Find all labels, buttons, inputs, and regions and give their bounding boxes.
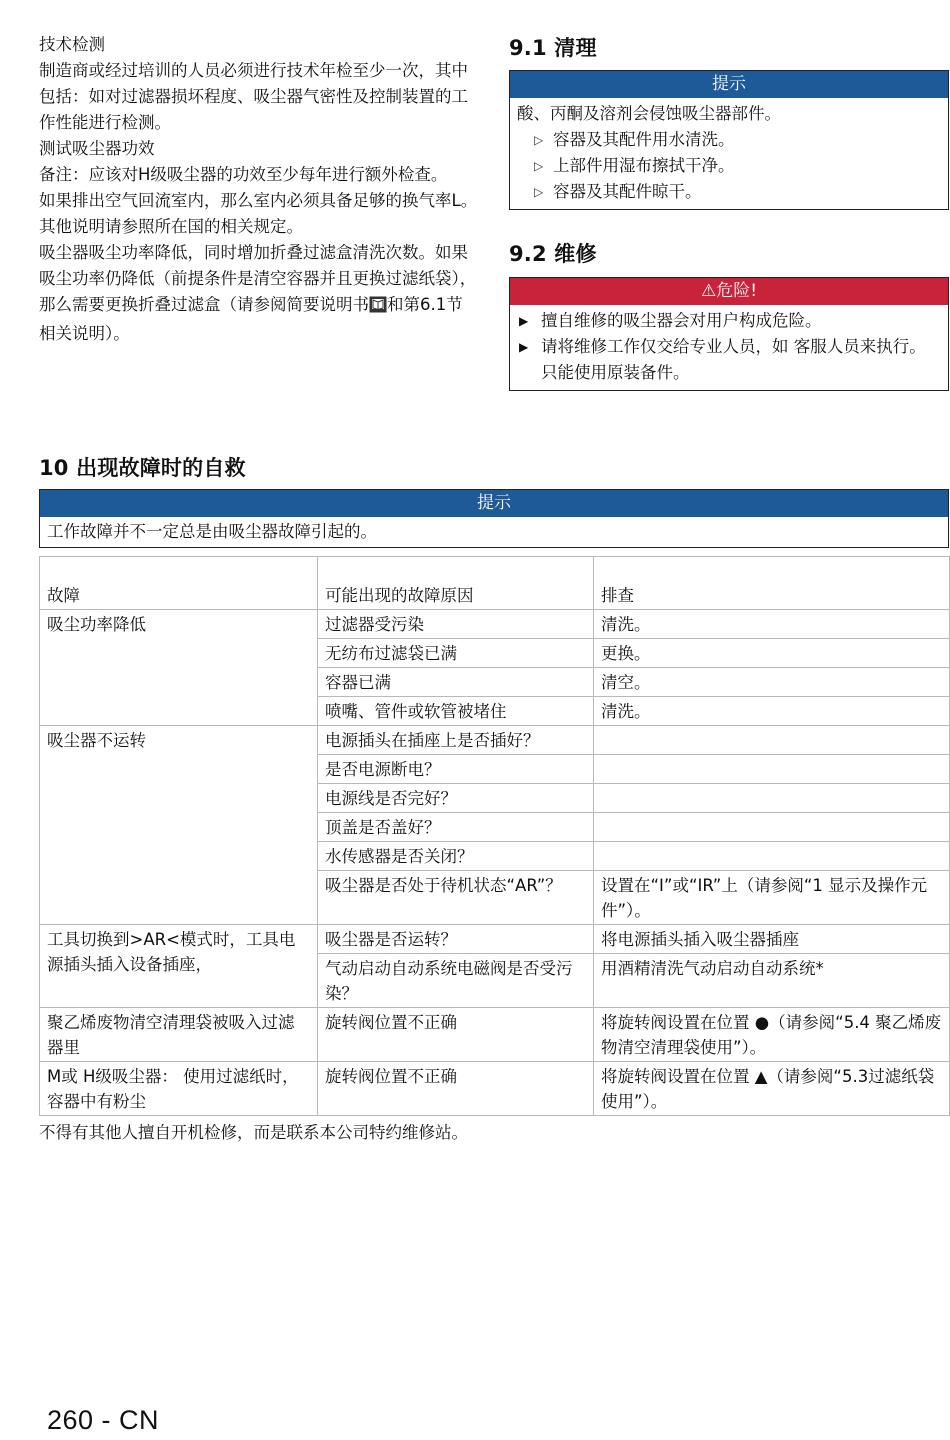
cause-cell: 过滤器受污染 [318,610,594,639]
fault-cell: 工具切换到>AR<模式时，工具电源插头插入设备插座， [40,925,318,1008]
list-item-text: 容器及其配件用水清洗。 [553,130,735,149]
remedy-cell: 将电源插头插入吸尘器插座 [594,925,950,954]
footer-note: 不得有其他人擅自开机检修，而是联系本公司特约维修站。 [39,1123,468,1142]
section-9-1-title: 9.1 清理 [509,36,597,60]
table-row [40,1008,950,1062]
paragraph-technical-inspection-title: 技术检测 [39,35,105,54]
remedy-cell: 将旋转阀设置在位置 ▲（请参阅“5.3过滤纸袋使用”）。 [594,1062,950,1116]
page-number: 260 - CN [47,1405,160,1435]
troubleshoot-note-box [39,489,949,548]
cause-cell: 水传感器是否关闭？ [318,842,594,871]
remedy-cell: 清洗。 [594,610,950,639]
cause-cell: 容器已满 [318,668,594,697]
cause-cell: 电源插头在插座上是否插好？ [318,726,594,755]
remedy-cell [594,726,950,755]
left-column-text [39,32,479,347]
remedy-cell: 将旋转阀设置在位置 ●（请参阅“5.4 聚乙烯废物清空清理袋使用”）。 [594,1008,950,1062]
filter-replacement-text: 吸尘器吸尘功率降低，同时增加折叠过滤盒清洗次数。如果吸尘功率仍降低（前提条件是清空容器并且更换过滤纸袋），那么需要更换折叠过滤盒（请参阅简要说明书 [39,243,477,314]
cause-cell: 电源线是否完好？ [318,784,594,813]
remedy-cell: 用酒精清洗气动启动自动系统* [594,954,950,1008]
cleaning-note-list [517,127,941,205]
section-9-2-title: 9.2 维修 [509,242,597,266]
repair-danger-body [510,305,948,390]
cleaning-note-box [509,70,949,210]
section-10-title: 10 出现故障时的自救 [39,456,246,480]
troubleshoot-note-text: 工作故障并不一定总是由吸尘器故障引起的。 [47,522,377,541]
repair-danger-list [517,308,941,386]
paragraph-remark: 备注：应该对H级吸尘器的功效至少每年进行额外检查。 [39,165,448,184]
list-item-text: 擅自维修的吸尘器会对用户构成危险。 [541,311,822,330]
list-item [517,179,941,205]
table-row [40,610,950,639]
list-item-text: 容器及其配件晾干。 [553,182,702,201]
remedy-cell [594,813,950,842]
remedy-cell [594,842,950,871]
cause-cell: 顶盖是否盖好？ [318,813,594,842]
book-icon [369,295,387,321]
troubleshoot-note-header: 提示 [40,490,948,517]
list-item [517,308,941,334]
cause-cell: 喷嘴、管件或软管被堵住 [318,697,594,726]
table-row [40,1062,950,1116]
list-item [517,127,941,153]
cleaning-note-body [510,98,948,209]
filled-triangle-bullet-icon: ▶ [519,340,529,354]
repair-danger-header: ⚠危险! [510,278,948,305]
fault-cell: 吸尘功率降低 [40,610,318,726]
column-header-remedy: 排查 [594,557,950,610]
cleaning-note-header: 提示 [510,71,948,98]
cause-cell: 气动启动自动系统电磁阀是否受污染？ [318,954,594,1008]
cause-cell: 无纺布过滤袋已满 [318,639,594,668]
column-header-fault: 故障 [40,557,318,610]
table-row [40,726,950,755]
paragraph-technical-inspection: 制造商或经过培训的人员必须进行技术年检至少一次，其中包括：如对过滤器损坏程度、吸尘器气密性及控制装置的工作性能进行检测。 [39,61,468,132]
list-item [517,153,941,179]
remedy-cell: 清洗。 [594,697,950,726]
cause-cell: 旋转阀位置不正确 [318,1008,594,1062]
column-header-cause: 可能出现的故障原因 [318,557,594,610]
remedy-cell [594,755,950,784]
cleaning-note-intro: 酸、丙酮及溶剂会侵蚀吸尘器部件。 [517,104,781,123]
fault-cell: M或 H级吸尘器： 使用过滤纸时，容器中有粉尘 [40,1062,318,1116]
troubleshooting-table [39,556,950,1116]
repair-danger-box [509,277,949,391]
list-item-text: 上部件用湿布擦拭干净。 [553,156,735,175]
remedy-cell: 清空。 [594,668,950,697]
cause-cell: 是否电源断电？ [318,755,594,784]
paragraph-exhaust-air: 如果排出空气回流室内，那么室内必须具备足够的换气率L。 其他说明请参照所在国的相关规定。 [39,191,478,236]
filter-replacement-tail: 和第6.1节相关说明）。 [39,295,463,343]
list-item [517,334,941,386]
cause-cell: 吸尘器是否处于待机状态“AR”？ [318,871,594,925]
triangle-bullet-icon: ▷ [534,159,544,173]
triangle-bullet-icon: ▷ [534,185,544,199]
remedy-cell: 更换。 [594,639,950,668]
fault-cell: 吸尘器不运转 [40,726,318,925]
paragraph-filter-replacement [39,240,479,347]
table-row [40,925,950,954]
cause-cell: 旋转阀位置不正确 [318,1062,594,1116]
cause-cell: 吸尘器是否运转？ [318,925,594,954]
fault-cell: 聚乙烯废物清空清理袋被吸入过滤器里 [40,1008,318,1062]
triangle-bullet-icon: ▷ [534,133,544,147]
filled-triangle-bullet-icon: ▶ [519,314,529,328]
remedy-cell: 设置在“I”或“IR”上（请参阅“1 显示及操作元件”）。 [594,871,950,925]
remedy-cell [594,784,950,813]
list-item-text: 请将维修工作仅交给专业人员，如 客服人员来执行。 只能使用原装备件。 [541,337,926,382]
paragraph-test-efficiency-title: 测试吸尘器功效 [39,139,155,158]
table-header-row [40,557,950,610]
